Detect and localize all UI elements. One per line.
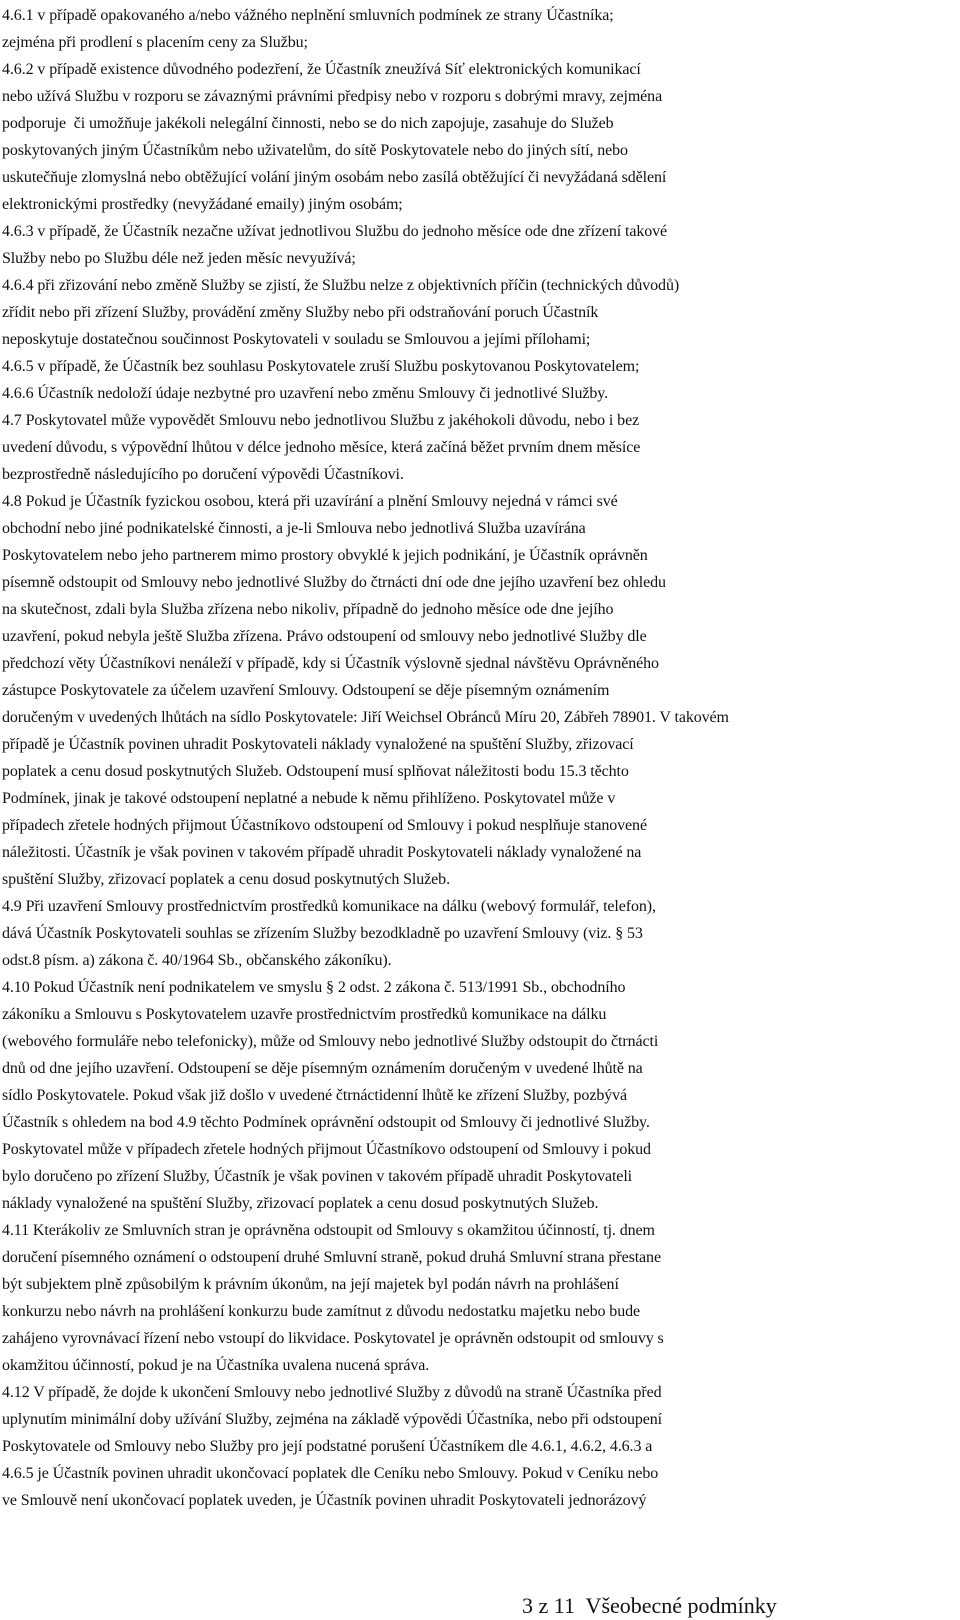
text-line: 4.8 Pokud je Účastník fyzickou osobou, která při uzavírání a plnění Smlouvy nejedná v rámci své [2,493,618,510]
text-line: doručení písemného oznámení o odstoupení druhé Smluvní straně, pokud druhá Smluvní strana přestane [2,1249,661,1266]
text-line: elektronickými prostředky (nevyžádané emaily) jiným osobám; [2,196,403,213]
text-line: podporuje či umožňuje jakékoli nelegální činnosti, nebo se do nich zapojuje, zasahuje do Služeb [2,115,614,132]
text-line: případě je Účastník povinen uhradit Poskytovateli náklady vynaložené na spuštění Služby, zřizovací [2,736,634,753]
text-line: uvedení důvodu, s výpovědní lhůtou v délce jednoho měsíce, která začíná běžet prvním dnem měsíce [2,439,641,456]
text-line: Poskytovatel může v případech zřetele hodných přijmout Účastníkovo odstoupení od Smlouvy i pokud [2,1141,651,1158]
text-line: 4.6.5 je Účastník povinen uhradit ukončovací poplatek dle Ceníku nebo Smlouvy. Pokud v Ceníku nebo [2,1465,659,1482]
text-line: nebo užívá Službu v rozporu se závaznými právními předpisy nebo v rozporu s dobrými mravy, zejména [2,88,663,105]
text-line: 4.6.1 v případě opakovaného a/nebo vážného neplnění smluvních podmínek ze strany Účastníka; [2,7,614,24]
text-line: poskytovaných jiným Účastníkům nebo uživatelům, do sítě Poskytovatele nebo do jiných sítí, nebo [2,142,628,159]
text-line: 4.9 Při uzavření Smlouvy prostřednictvím prostředků komunikace na dálku (webový formulář, telefon), [2,898,656,915]
text-line: konkurzu nebo návrh na prohlášení konkurzu bude zamítnut z důvodu nedostatku majetku nebo bude [2,1303,640,1320]
text-line: 4.10 Pokud Účastník není podnikatelem ve smyslu § 2 odst. 2 zákona č. 513/1991 Sb., obchodního [2,979,626,996]
text-line: 4.6.3 v případě, že Účastník nezačne užívat jednotlivou Službu do jednoho měsíce ode dne zřízení takové [2,223,668,240]
text-line: předchozí věty Účastníkovi nenáleží v případě, kdy si Účastník výslovně sjednal návštěvu Oprávněného [2,655,659,672]
text-line: zástupce Poskytovatele za účelem uzavření Smlouvy. Odstoupení se děje písemným oznámením [2,682,610,699]
text-line: 4.12 V případě, že dojde k ukončení Smlouvy nebo jednotlivé Služby z důvodů na straně Účastníka před [2,1384,662,1401]
text-line: Účastník s ohledem na bod 4.9 těchto Podmínek oprávnění odstoupit od Smlouvy či jednotlivé Služby. [2,1114,650,1131]
text-line: spuštění Služby, zřizovací poplatek a cenu dosud poskytnutých Služeb. [2,871,450,888]
text-line: uskutečňuje zlomyslná nebo obtěžující volání jiným osobám nebo zasílá obtěžující či nevyžádaná sdělení [2,169,667,186]
text-line: obchodní nebo jiné podnikatelské činnosti, a je-li Smlouva nebo jednotlivá Služba uzavírána [2,520,586,537]
text-line: 4.7 Poskytovatel může vypovědět Smlouvu nebo jednotlivou Službu z jakéhokoli důvodu, nebo i bez [2,412,640,429]
text-line: zákoníku a Smlouvu s Poskytovatelem uzavře prostřednictvím prostředků komunikace na dálku [2,1006,607,1023]
text-line: sídlo Poskytovatele. Pokud však již došlo v uvedené čtrnáctidenní lhůtě ke zřízení Služby, pozbývá [2,1087,628,1104]
text-line: Služby nebo po Službu déle než jeden měsíc nevyužívá; [2,250,356,267]
text-line: zahájeno vyrovnávací řízení nebo vstoupí do likvidace. Poskytovatel je oprávněn odstoupit od smlouvy s [2,1330,664,1347]
text-line: uzavření, pokud nebyla ještě Služba zřízena. Právo odstoupení od smlouvy nebo jednotlivé Služby dle [2,628,647,645]
text-line: Podmínek, jinak je takové odstoupení neplatné a nebude k němu přihlíženo. Poskytovatel může v [2,790,616,807]
text-line: uplynutím minimální doby užívání Služby, zejména na základě výpovědi Účastníka, nebo při odstoupení [2,1411,663,1428]
text-line: Poskytovatele od Smlouvy nebo Služby pro její podstatné porušení Účastníkem dle 4.6.1, 4.6.2, 4.6.3 a [2,1438,653,1455]
text-line: 4.11 Kterákoliv ze Smluvních stran je oprávněna odstoupit od Smlouvy s okamžitou účinností, tj. dnem [2,1222,655,1239]
text-line: zejména při prodlení s placením ceny za Službu; [2,34,308,51]
text-line: 4.6.6 Účastník nedoloží údaje nezbytné pro uzavření nebo změnu Smlouvy či jednotlivé Služby. [2,385,609,402]
text-line: (webového formuláře nebo telefonicky), může od Smlouvy nebo jednotlivé Služby odstoupit do čtrnácti [2,1033,659,1050]
text-line: odst.8 písm. a) zákona č. 40/1964 Sb., občanského zákoníku). [2,952,392,969]
text-line: případech zřetele hodných přijmout Účastníkovo odstoupení od Smlouvy i pokud nesplňuje stanovené [2,817,647,834]
page-footer: 3 z 11 Všeobecné podmínky [522,1593,777,1618]
text-line: náklady vynaložené na spuštění Služby, zřizovací poplatek a cenu dosud poskytnutých Služeb. [2,1195,599,1212]
text-line: náležitosti. Účastník je však povinen v takovém případě uhradit Poskytovateli náklady vynaložené na [2,844,642,861]
text-line: 4.6.2 v případě existence důvodného podezření, že Účastník zneužívá Síť elektronických komunikací [2,61,641,78]
text-line: neposkytuje dostatečnou součinnost Poskytovateli v souladu se Smlouvou a jejími přílohami; [2,331,591,348]
text-line: ve Smlouvě není ukončovací poplatek uveden, je Účastník povinen uhradit Poskytovateli jednorázový [2,1492,647,1509]
text-line: zřídit nebo při zřízení Služby, provádění změny Služby nebo při odstraňování poruch Účastník [2,304,599,321]
text-line: bezprostředně následujícího po doručení výpovědi Účastníkovi. [2,466,404,483]
text-line: písemně odstoupit od Smlouvy nebo jednotlivé Služby do čtrnácti dní ode dne jejího uzavření bez ohledu [2,574,666,591]
text-line: 4.6.5 v případě, že Účastník bez souhlasu Poskytovatele zruší Službu poskytovanou Poskytovatelem; [2,358,640,375]
text-line: na skutečnost, zdali byla Služba zřízena nebo nikoliv, případně do jednoho měsíce ode dne jejího [2,601,614,618]
text-line: bylo doručeno po zřízení Služby, Účastník je však povinen v takovém případě uhradit Poskytovateli [2,1168,633,1185]
text-line: dnů od dne jejího uzavření. Odstoupení se děje písemným oznámením doručeným v uvedené lhůtě na [2,1060,643,1077]
text-line: být subjektem plně způsobilým k právním úkonům, na její majetek byl podán návrh na prohlášení [2,1276,619,1293]
text-line: dává Účastník Poskytovateli souhlas se zřízením Služby bezodkladně po uzavření Smlouvy (viz. § 53 [2,925,643,942]
text-line: doručeným v uvedených lhůtách na sídlo Poskytovatele: Jiří Weichsel Obránců Míru 20, Zábřeh 78901. V takovém [2,709,729,726]
text-line: 4.6.4 při zřizování nebo změně Služby se zjistí, že Službu nelze z objektivních příčin (technických důvodů) [2,277,680,294]
text-line: poplatek a cenu dosud poskytnutých Služeb. Odstoupení musí splňovat náležitosti bodu 15.3 těchto [2,763,629,780]
text-line: Poskytovatelem nebo jeho partnerem mimo prostory obvyklé k jejich podnikání, je Účastník oprávněn [2,547,648,564]
document-body [2,2,957,1514]
text-line: okamžitou účinností, pokud je na Účastníka uvalena nucená správa. [2,1357,430,1374]
